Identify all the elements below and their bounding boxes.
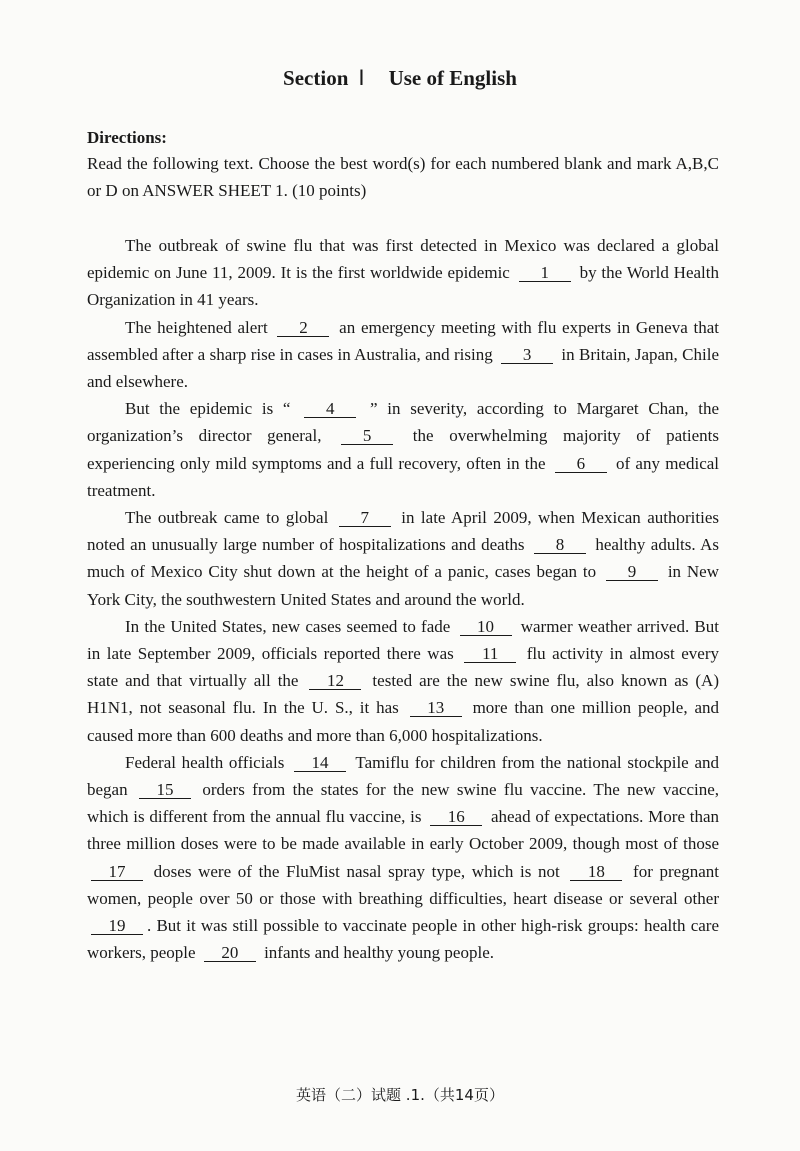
passage-text: of any medical treatment. <box>87 453 720 500</box>
section-label: Section <box>283 66 349 90</box>
passage-text: . But it was still possible to vaccinate people in other high-risk groups: health care workers, people <box>87 916 719 963</box>
answer-blank: 15 <box>139 782 191 799</box>
passage-text: ” in severity, according to Margaret Chan, the organization’s director general, <box>87 399 719 446</box>
passage-text: ahead of expectations. More than three million doses were to be made available in early October 2009, though most of those <box>87 807 719 854</box>
answer-blank: 4 <box>304 401 356 418</box>
passage-paragraph <box>87 314 719 396</box>
passage-text: flu activity in almost every state and that virtually all the <box>87 644 719 691</box>
passage-text: healthy adults. As much of Mexico City shut down at the height of a panic, cases began to <box>87 535 719 582</box>
passage-paragraph <box>87 395 719 504</box>
passage-text: by the World Health Organization in 41 years. <box>87 263 719 310</box>
passage-paragraph <box>87 504 719 613</box>
answer-blank: 7 <box>339 510 391 527</box>
passage-text: The outbreak of swine flu that was first detected in Mexico was declared a global epidemic on June 11, 2009. It is the first worldwide epidemic <box>87 236 719 283</box>
answer-blank: 20 <box>204 945 256 962</box>
passage-text: in late April 2009, when Mexican authorities noted an unusually large number of hospitalizations and deaths <box>87 508 720 555</box>
passage-paragraph <box>87 613 719 749</box>
passage-text: in New York City, the southwestern United States and around the world. <box>87 562 719 609</box>
passage-text: in Britain, Japan, Chile and elsewhere. <box>87 344 719 392</box>
passage-paragraph <box>87 232 719 314</box>
answer-blank: 13 <box>410 700 462 717</box>
passage-text: infants and healthy young people. <box>259 943 494 963</box>
passage-paragraph <box>87 749 719 967</box>
answer-blank: 1 <box>519 265 571 282</box>
answer-blank: 18 <box>570 864 622 881</box>
answer-blank: 11 <box>464 646 516 663</box>
page-footer: 英语（二）试题 .1.（共14页） <box>296 1086 504 1104</box>
passage-text: the overwhelming majority of patients experiencing only mild symptoms and a full recovery, often in the <box>87 426 719 473</box>
answer-blank: 17 <box>91 864 143 881</box>
passage-text: more than one million people, and caused more than 600 deaths and more than 6,000 hospitalizations. <box>87 698 719 745</box>
section-number: Ⅰ <box>358 66 365 90</box>
passage <box>87 232 719 966</box>
passage-text: warmer weather arrived. But in late September 2009, officials reported there was <box>87 616 719 664</box>
directions-text: Read the following text. Choose the best word(s) for each numbered blank and mark A,B,C or D on ANSWER SHEET 1. (10 points) <box>87 154 719 200</box>
answer-blank: 14 <box>294 755 346 772</box>
answer-blank: 16 <box>430 809 482 826</box>
passage-text: But the epidemic is “ <box>125 399 301 419</box>
answer-blank: 3 <box>501 347 553 364</box>
answer-blank: 2 <box>277 320 329 337</box>
answer-blank: 19 <box>91 918 143 935</box>
answer-blank: 6 <box>555 456 607 473</box>
answer-blank: 5 <box>341 428 393 445</box>
passage-text: an emergency meeting with flu experts in Geneva that assembled after a sharp rise in cases in Australia, and rising <box>87 317 719 364</box>
passage-text: tested are the new swine flu, also known as (A) H1N1, not seasonal flu. In the U. S., it has <box>87 671 719 718</box>
passage-text: Tamiflu for children from the national stockpile and began <box>87 752 719 800</box>
passage-text: In the United States, new cases seemed to fade <box>125 616 456 636</box>
passage-text: The outbreak came to global <box>125 508 335 528</box>
answer-blank: 9 <box>606 564 658 581</box>
answer-blank: 12 <box>309 673 361 690</box>
passage-text: Federal health officials <box>125 752 291 772</box>
section-name: Use of English <box>388 66 517 90</box>
passage-text: The heightened alert <box>125 317 274 337</box>
directions-heading: Directions: <box>87 128 167 147</box>
answer-blank: 10 <box>460 619 512 636</box>
passage-text: for pregnant women, people over 50 or those with breathing difficulties, heart disease or several other <box>87 861 719 908</box>
passage-text: doses were of the FluMist nasal spray type, which is not <box>147 861 567 881</box>
section-title <box>0 66 800 91</box>
passage-text: orders from the states for the new swine flu vaccine. The new vaccine, which is different from the annual flu vaccine, is <box>87 780 720 827</box>
answer-blank: 8 <box>534 537 586 554</box>
